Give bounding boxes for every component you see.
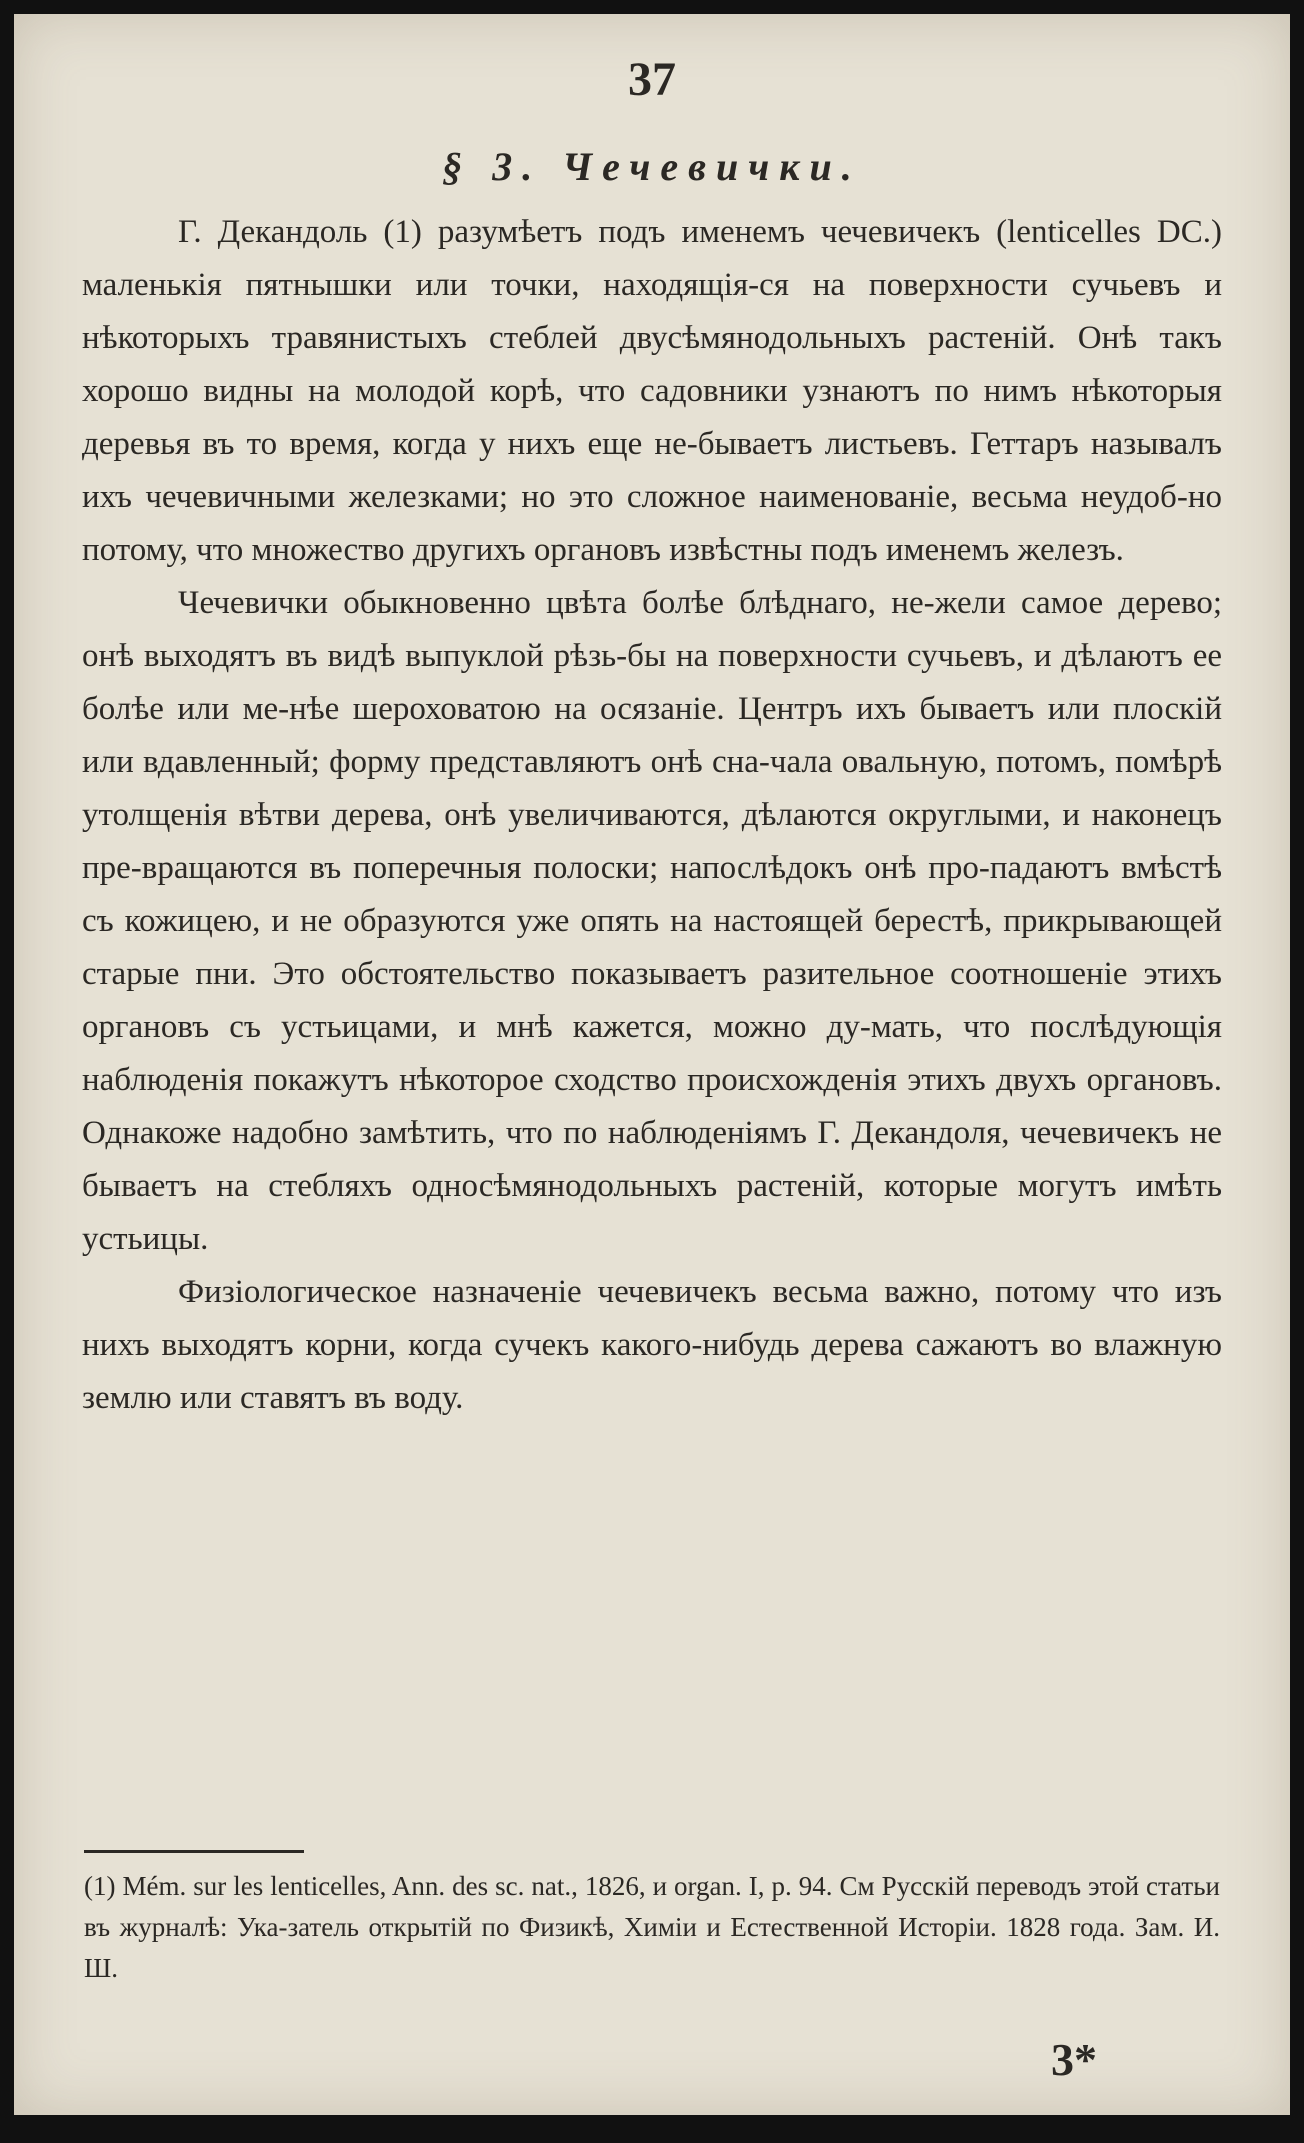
paragraph-2: Чечевички обыкновенно цвѣта болѣе блѣднаго, не-жели самое дерево; онѣ выходятъ въ видѣ выпуклой рѣзь-бы на поверхности сучьевъ, и дѣлаютъ ее болѣе или ме-нѣе шероховатою на осязаніе. Центръ ихъ бываетъ или плоскій или вдавленный; форму представляютъ онѣ сна-чала овальную, потомъ, помѣрѣ утолщенія вѣтви дерева, онѣ увеличиваются, дѣлаются округлыми, и наконецъ пре-вращаются въ поперечныя полоски; напослѣдокъ онѣ про-падаютъ вмѣстѣ съ кожицею, и не образуются уже опять на настоящей берестѣ, прикрывающей старые пни. Это обстоятельство показываетъ разительное соотношеніе этихъ органовъ съ устьицами, и мнѣ кажется, можно ду-мать, что послѣдующія наблюденія покажутъ нѣкоторое сходство происхожденія этихъ двухъ органовъ. Однакоже надобно замѣтить, что по наблюденіямъ Г. Декандоля, чечевичекъ не бываетъ на стебляхъ односѣмянодольныхъ растеній, которые могутъ имѣть устьицы.	[82, 585, 1222, 1257]
section-heading: § 3. Чечевички.	[442, 144, 862, 189]
paragraph-3: Физіологическое назначеніе чечевичекъ весьма важно, потому что изъ нихъ выходятъ корни, когда сучекъ какого-нибудь дерева сажаютъ во влажную землю или ставятъ въ воду.	[82, 1274, 1222, 1416]
footnote: (1) Mém. sur les lenticelles, Ann. des sc. nat., 1826, и organ. I, p. 94. См Русскій переводъ этой статьи въ журналѣ: Ука-затель открытій по Физикѣ, Химіи и Естественной Исторіи. 1828 года. Зам. И. Ш.	[84, 1871, 1220, 1983]
body-text	[82, 206, 1222, 1425]
footnote-rule	[84, 1850, 304, 1853]
book-page	[14, 14, 1290, 2115]
page-number: 37	[628, 53, 676, 106]
paragraph-1: Г. Декандоль (1) разумѣетъ подъ именемъ чечевичекъ (lenticelles DC.) маленькія пятнышки или точки, находящія-ся на поверхности сучьевъ и нѣкоторыхъ травянистыхъ стеблей двусѣмянодольныхъ растеній. Онѣ такъ хорошо видны на молодой корѣ, что садовники узнаютъ по нимъ нѣкоторыя деревья въ то время, когда у нихъ еще не-бываетъ листьевъ. Геттаръ называлъ ихъ чечевичными железками; но это сложное наименованіе, весьма неудоб-но потому, что множество другихъ органовъ извѣстны подъ именемъ железъ.	[82, 214, 1222, 568]
signature-mark: 3*	[1051, 2034, 1097, 2085]
